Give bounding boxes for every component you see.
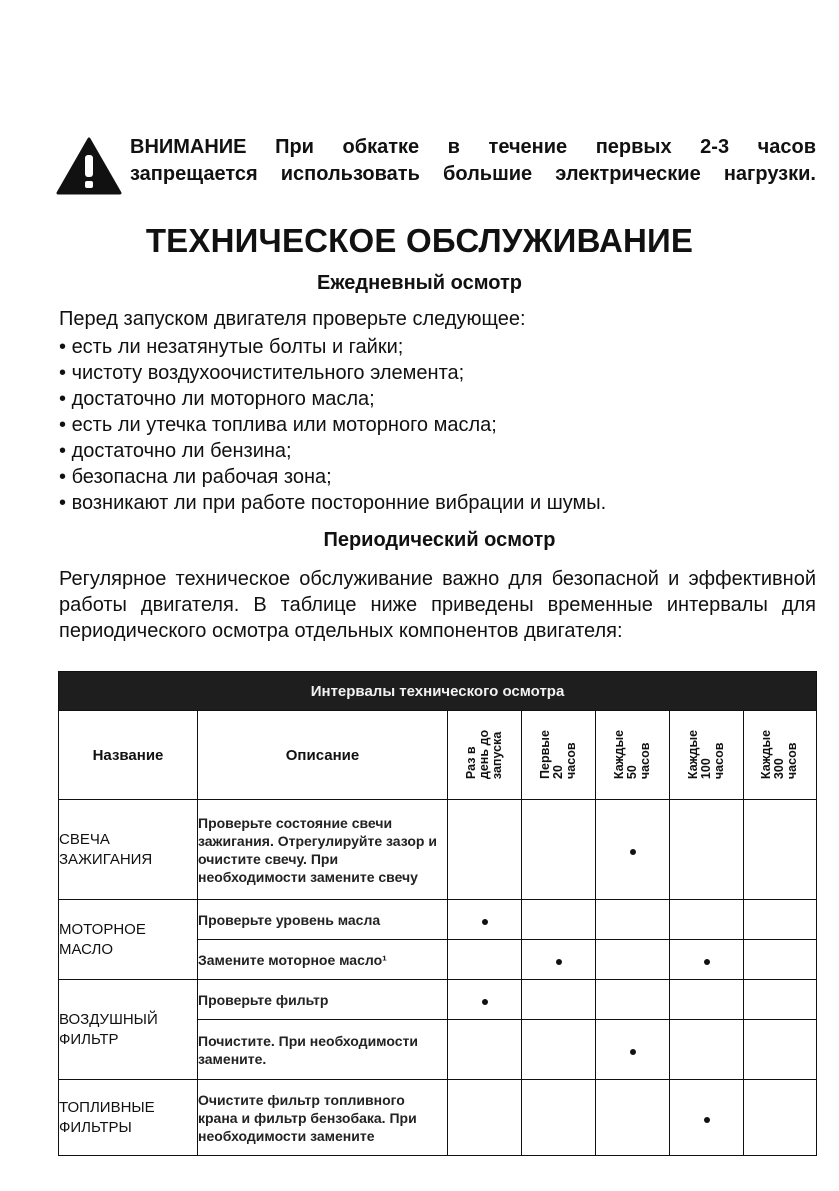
table-row bbox=[59, 800, 817, 900]
list-item: • возникают ли при работе посторонние вибрации и шумы. bbox=[59, 490, 606, 516]
interval-cell bbox=[744, 900, 817, 940]
interval-cell bbox=[744, 1020, 817, 1080]
column-header-interval bbox=[448, 711, 522, 800]
table-row bbox=[59, 1080, 817, 1156]
list-item: • безопасна ли рабочая зона; bbox=[59, 464, 606, 490]
table-row bbox=[59, 900, 817, 940]
interval-cell bbox=[448, 1020, 522, 1080]
warning-line-1: ВНИМАНИЕ При обкатке в течение первых 2-3 часов bbox=[130, 136, 816, 158]
interval-cell bbox=[744, 1080, 817, 1156]
interval-cell bbox=[448, 800, 522, 900]
component-description: Почистите. При необходимости замените. bbox=[198, 1020, 448, 1080]
interval-label: Каждые 100 часов bbox=[685, 729, 726, 780]
column-header-description: Описание bbox=[198, 711, 448, 800]
interval-cell bbox=[670, 900, 744, 940]
interval-cell bbox=[522, 800, 596, 900]
interval-label: Первые 20 часов bbox=[537, 730, 578, 779]
column-header-interval bbox=[522, 711, 596, 800]
list-item: • есть ли незатянутые болты и гайки; bbox=[59, 334, 606, 360]
check-mark-dot bbox=[482, 919, 488, 925]
interval-cell bbox=[670, 1020, 744, 1080]
interval-cell bbox=[448, 980, 522, 1020]
check-mark-dot bbox=[630, 849, 636, 855]
table-title: Интервалы технического осмотра bbox=[59, 672, 817, 711]
page-title: ТЕХНИЧЕСКОЕ ОБСЛУЖИВАНИЕ bbox=[145, 222, 694, 259]
interval-cell bbox=[596, 940, 670, 980]
interval-cell bbox=[596, 1020, 670, 1080]
interval-cell bbox=[744, 940, 817, 980]
interval-cell bbox=[522, 1080, 596, 1156]
list-item: • чистоту воздухоочистительного элемента; bbox=[59, 360, 606, 386]
interval-cell bbox=[448, 940, 522, 980]
interval-cell bbox=[670, 980, 744, 1020]
component-name: ВОЗДУШНЫЙ ФИЛЬТР bbox=[59, 980, 198, 1080]
component-description: Проверьте состояние свечи зажигания. Отрегулируйте зазор и очистите свечу. При необходимости замените свечу bbox=[198, 800, 448, 900]
interval-cell bbox=[522, 900, 596, 940]
column-header-name: Название bbox=[59, 711, 198, 800]
interval-cell bbox=[670, 1080, 744, 1156]
column-header-interval bbox=[596, 711, 670, 800]
interval-cell bbox=[744, 980, 817, 1020]
column-header-interval bbox=[670, 711, 744, 800]
interval-label: Каждые 300 часов bbox=[759, 729, 800, 780]
interval-cell bbox=[448, 1080, 522, 1156]
interval-label: Раз в день до запуска bbox=[463, 729, 504, 780]
list-item: • достаточно ли моторного масла; bbox=[59, 386, 606, 412]
component-description: Проверьте уровень масла bbox=[198, 900, 448, 940]
daily-checklist bbox=[59, 334, 606, 516]
interval-cell bbox=[522, 980, 596, 1020]
check-mark-dot bbox=[630, 1049, 636, 1055]
interval-cell bbox=[596, 1080, 670, 1156]
daily-intro: Перед запуском двигателя проверьте следующее: bbox=[59, 308, 526, 330]
daily-inspection-title: Ежедневный осмотр bbox=[317, 272, 522, 294]
warning-line-2: запрещается использовать большие электрические нагрузки. bbox=[130, 163, 816, 185]
interval-cell bbox=[670, 800, 744, 900]
warning-triangle-icon bbox=[56, 137, 122, 195]
warning-text bbox=[130, 134, 816, 188]
interval-cell bbox=[596, 900, 670, 940]
list-item: • есть ли утечка топлива или моторного масла; bbox=[59, 412, 606, 438]
component-description: Проверьте фильтр bbox=[198, 980, 448, 1020]
interval-cell bbox=[670, 940, 744, 980]
column-header-interval bbox=[744, 711, 817, 800]
component-name: ТОПЛИВНЫЕ ФИЛЬТРЫ bbox=[59, 1080, 198, 1156]
periodic-inspection-title: Периодический осмотр bbox=[323, 529, 556, 551]
table-row bbox=[59, 980, 817, 1020]
component-description: Замените моторное масло¹ bbox=[198, 940, 448, 980]
interval-cell bbox=[744, 800, 817, 900]
component-name: СВЕЧА ЗАЖИГАНИЯ bbox=[59, 800, 198, 900]
interval-cell bbox=[596, 800, 670, 900]
check-mark-dot bbox=[704, 959, 710, 965]
check-mark-dot bbox=[482, 999, 488, 1005]
component-description: Очистите фильтр топливного крана и фильтр бензобака. При необходимости замените bbox=[198, 1080, 448, 1156]
list-item: • достаточно ли бензина; bbox=[59, 438, 606, 464]
interval-cell bbox=[596, 980, 670, 1020]
interval-label: Каждые 50 часов bbox=[611, 729, 652, 780]
periodic-paragraph: Регулярное техническое обслуживание важно для безопасной и эффективной работы двигателя. В таблице ниже приведены временные интервалы для периодического осмотра отдельных компонентов двигателя: bbox=[59, 568, 816, 642]
check-mark-dot bbox=[556, 959, 562, 965]
interval-cell bbox=[522, 940, 596, 980]
warning-block bbox=[56, 134, 816, 198]
interval-cell bbox=[448, 900, 522, 940]
interval-cell bbox=[522, 1020, 596, 1080]
component-name: МОТОРНОЕ МАСЛО bbox=[59, 900, 198, 980]
maintenance-table bbox=[58, 671, 817, 1156]
check-mark-dot bbox=[704, 1117, 710, 1123]
